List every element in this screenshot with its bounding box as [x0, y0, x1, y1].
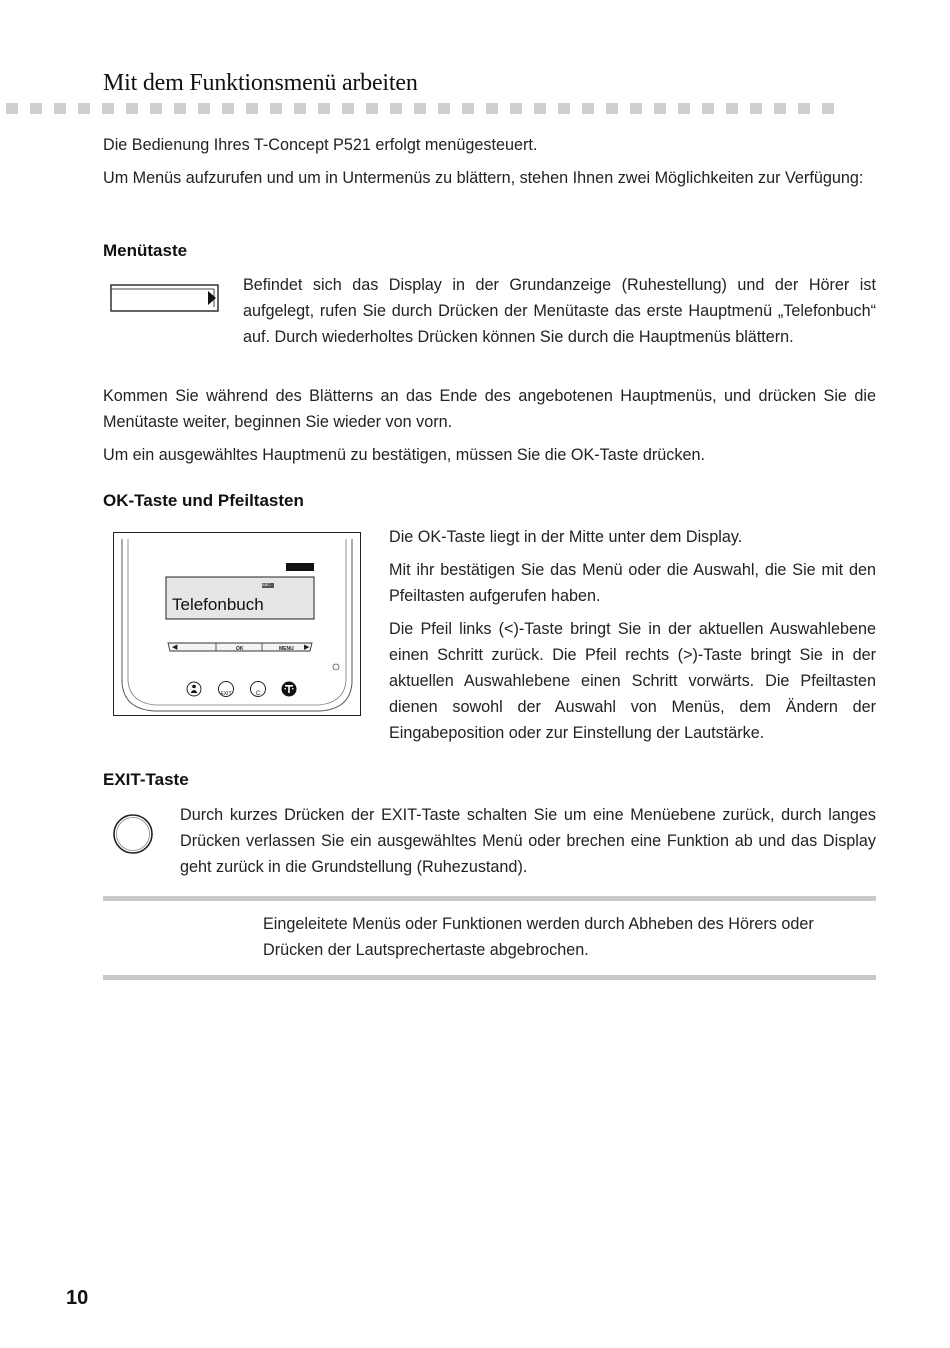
- note-top-rule: [103, 896, 876, 901]
- separator-square: [246, 103, 258, 114]
- softkey-left-arrow[interactable]: ◀: [172, 644, 178, 651]
- exit-button-icon[interactable]: EXIT: [218, 681, 234, 697]
- separator-square: [390, 103, 402, 114]
- exit-key-heading: EXIT-Taste: [103, 770, 189, 789]
- separator-square: [486, 103, 498, 114]
- separator-square: [558, 103, 570, 114]
- separator-square: [822, 103, 834, 114]
- separator-square: [654, 103, 666, 114]
- separator-square: [726, 103, 738, 114]
- separator-square: [774, 103, 786, 114]
- separator-square: [270, 103, 282, 114]
- phone-illustration: [113, 532, 361, 716]
- ok-keys-paragraph-1: Die OK-Taste liegt in der Mitte unter dem Display.: [389, 528, 743, 546]
- separator-square: [702, 103, 714, 114]
- intro-paragraph-2: Um Menüs aufzurufen und um in Untermenüs zu blättern, stehen Ihnen zwei Möglichkeiten zur Verfügung:: [103, 169, 864, 187]
- exit-key-circle-icon: [112, 813, 156, 857]
- separator-square: [414, 103, 426, 114]
- c-button-icon[interactable]: C: [250, 681, 266, 697]
- separator-square: [750, 103, 762, 114]
- person-icon[interactable]: [186, 681, 202, 697]
- menu-key-heading: Menütaste: [103, 241, 188, 260]
- separator-square: [606, 103, 618, 114]
- menu-key-paragraph-2: Um ein ausgewähltes Hauptmenü zu bestätigen, müssen Sie die OK-Taste drücken.: [103, 446, 705, 464]
- separator-square: [294, 103, 306, 114]
- separator-square: [126, 103, 138, 114]
- separator-square: [678, 103, 690, 114]
- separator-square: [366, 103, 378, 114]
- menu-key-arrow-icon: [110, 283, 220, 313]
- separator-square: [30, 103, 42, 114]
- telekom-logo-icon[interactable]: [281, 681, 297, 697]
- softkey-menu[interactable]: MENU: [279, 646, 294, 652]
- ok-keys-paragraph-3: Die Pfeil links (<)-Taste bringt Sie in der aktuellen Auswahlebene einen Schritt zurück. Die Pfeil rechts (>)-Taste bringt Sie in der aktuellen Auswahlebene einen Schritt vorwärts. Die Pfeiltasten dienen sowohl der Auswahl von Menüs, dem Ändern der Eingabeposition oder zur Einstellung der Lautstärke.: [389, 620, 876, 742]
- note-text: Eingeleitete Menüs oder Funktionen werden durch Abheben des Hörers oder Drücken der Lautsprechertaste abgebrochen.: [263, 915, 814, 959]
- separator-square: [462, 103, 474, 114]
- separator-square: [150, 103, 162, 114]
- page-title: Mit dem Funktionsmenü arbeiten: [103, 70, 418, 96]
- page-number: 10: [66, 1287, 89, 1309]
- separator-square: [798, 103, 810, 114]
- exit-key-description: Durch kurzes Drücken der EXIT-Taste schalten Sie um eine Menüebene zurück, durch langes Drücken verlassen Sie ein ausgewähltes Menü oder brechen eine Funktion ab und das Display geht zurück in die Grundstellung (Ruhezustand).: [180, 806, 876, 876]
- separator-square: [582, 103, 594, 114]
- intro-paragraph-1: Die Bedienung Ihres T-Concept P521 erfolgt menügesteuert.: [103, 136, 538, 154]
- softkey-right-arrow[interactable]: ▶: [304, 644, 310, 651]
- separator-square: [198, 103, 210, 114]
- separator-square: [534, 103, 546, 114]
- separator-square: [342, 103, 354, 114]
- separator-square: [6, 103, 18, 114]
- phone-display-text: Telefonbuch: [172, 595, 264, 614]
- separator-square: [318, 103, 330, 114]
- separator-square: [510, 103, 522, 114]
- separator-square: [174, 103, 186, 114]
- separator-square: [78, 103, 90, 114]
- ok-keys-paragraph-2: Mit ihr bestätigen Sie das Menü oder die Auswahl, die Sie mit den Pfeiltasten aufgerufen haben.: [389, 561, 876, 605]
- separator-square: [222, 103, 234, 114]
- phone-display-badge: ABC: [262, 582, 271, 587]
- menu-key-paragraph-1: Kommen Sie während des Blätterns an das Ende des angebotenen Hauptmenüs, und drücken Sie die Menütaste weiter, beginnen Sie wieder von vorn.: [103, 387, 876, 431]
- menu-key-description: Befindet sich das Display in der Grundanzeige (Ruhestellung) und der Hörer ist aufgelegt, rufen Sie durch Drücken der Menütaste das erste Hauptmenü „Telefonbuch“ auf. Durch wiederholtes Drücken können Sie durch die Hauptmenüs blättern.: [243, 276, 876, 346]
- ok-keys-heading: OK-Taste und Pfeiltasten: [103, 491, 304, 510]
- separator-square: [630, 103, 642, 114]
- note-bottom-rule: [103, 975, 876, 980]
- separator-square: [54, 103, 66, 114]
- phone-body-outline: [114, 533, 360, 715]
- softkey-ok[interactable]: OK: [236, 646, 244, 652]
- dotted-separator: [0, 103, 870, 115]
- separator-square: [102, 103, 114, 114]
- separator-square: [438, 103, 450, 114]
